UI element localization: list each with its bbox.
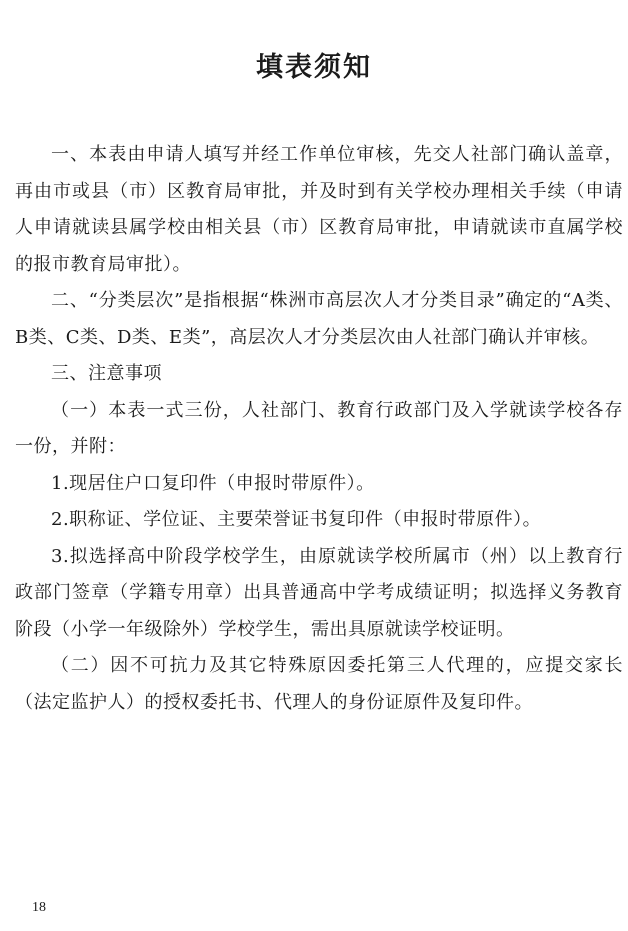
paragraph-5: 1.现居住户口复印件（申报时带原件）。 [51, 472, 375, 494]
paragraph-1: 一、本表由申请人填写并经工作单位审核，先交人社部门确认盖章，再由市或县（市）区教育局审批，并及时到有关学校办理相关手续（申请人申请就读县属学校由相关县（市）区教育局审批，申请就读市直属学校的报市教育局审批）。 [15, 144, 623, 275]
paragraph-7: 3.拟选择高中阶段学校学生，由原就读学校所属市（州）以上教育行政部门签章（学籍专用章）出具普通高中学考成绩证明；拟选择义务教育阶段（小学一年级除外）学校学生，需出具原就读学校证明。 [15, 545, 623, 640]
paragraph-6: 2.职称证、学位证、主要荣誉证书复印件（申报时带原件）。 [51, 509, 542, 530]
page-number: 18 [32, 900, 46, 915]
paragraph-4: （一）本表一式三份，人社部门、教育行政部门及入学就读学校各存一份，并附： [15, 399, 623, 457]
paragraph-8: （二）因不可抗力及其它特殊原因委托第三人代理的，应提交家长（法定监护人）的授权委托书、代理人的身份证原件及复印件。 [15, 655, 623, 713]
page-title: 填表须知 [256, 52, 372, 83]
instructions-body [15, 137, 623, 721]
paragraph-3-heading: 三、注意事项 [51, 363, 162, 384]
paragraph-2: 二、“分类层次”是指根据“株洲市高层次人才分类目录”确定的“A类、B类、C类、D类、E类”，高层次人才分类层次由人社部门确认并审核。 [15, 290, 623, 348]
